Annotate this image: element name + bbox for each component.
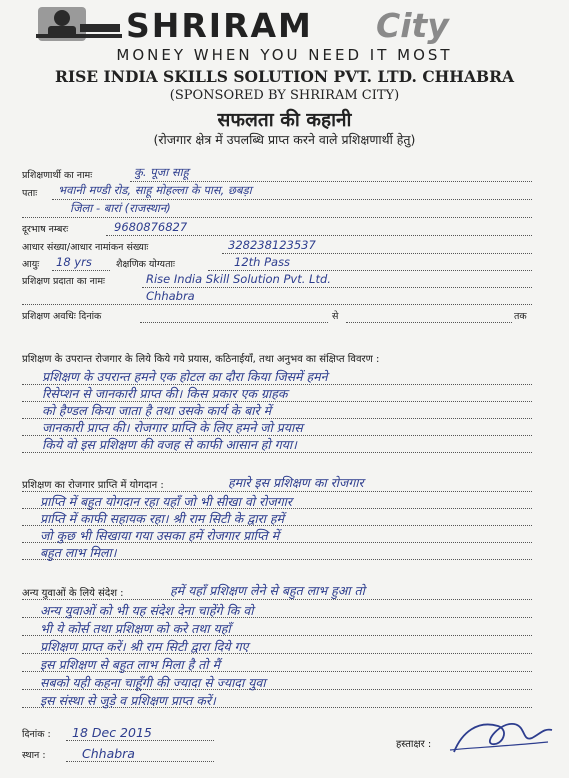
handwritten-line: रिसेप्शन से जानकारी प्राप्त की। किस प्रकार एक ग्राहक — [42, 386, 288, 401]
handwritten-line: प्राप्ति में काफी सहायक रहा। श्री राम सिटी के द्वारा हमें — [40, 511, 285, 526]
dotted-line — [140, 322, 328, 323]
handwritten-line: भी ये कोर्स तथा प्रशिक्षण को करे तथा यहाँ — [40, 621, 231, 636]
handwritten-line: इस प्रशिक्षण से बहुत लाभ मिला है तो मैं — [40, 657, 220, 672]
duration-from-word: से — [332, 311, 339, 322]
handwritten-line: अन्य युवाओं को भी यह संदेश देना चाहेंगे कि वो — [40, 603, 254, 618]
date-row — [22, 724, 222, 741]
signature-label: हस्ताक्षर : — [396, 739, 432, 750]
header-logo-row — [14, 4, 559, 44]
shriram-logo-icon — [36, 4, 122, 44]
dotted-line — [106, 235, 532, 236]
page-title: सफलता की कहानी — [217, 109, 352, 131]
brand-name: SHRIRAM — [126, 6, 313, 45]
age-education-row — [22, 254, 532, 271]
dotted-line — [130, 181, 532, 182]
education-label: शैक्षणिक योग्यताः — [116, 259, 175, 270]
provider-row — [22, 271, 532, 288]
ruled-line — [22, 491, 532, 492]
phone-row — [22, 219, 532, 236]
handwritten-line: जानकारी प्राप्त की। रोजगार प्राप्ति के लिए हमने जो प्रयास — [42, 420, 303, 435]
handwritten-line: प्रशिक्षण के उपरान्त हमने एक होटल का दौरा किया जिसमें हमने — [42, 369, 328, 384]
aadhaar-row — [22, 237, 532, 254]
dotted-line — [346, 322, 512, 323]
section-heading-contribution: प्रशिक्षण का रोजगार प्राप्ति में योगदान : — [22, 480, 164, 491]
sponsor-line: (SPONSORED BY SHRIRAM CITY) — [169, 88, 400, 103]
handwritten-line: प्रशिक्षण प्राप्त करें। श्री राम सिटी द्वारा दिये गए — [40, 639, 249, 654]
address-line-1: भवानी मण्डी रोड, साहू मोहल्ला के पास, छबड़ा — [58, 183, 252, 197]
dotted-line — [66, 761, 214, 762]
trainee-name-label: प्रशिक्षणार्थी का नामः — [22, 170, 93, 181]
phone-label: दूरभाष नम्बरः — [22, 224, 69, 235]
trainee-name-row — [22, 165, 532, 182]
handwritten-line: प्राप्ति में बहुत योगदान रहा यहाँ जो भी सीखा वो रोजगार — [40, 494, 293, 509]
duration-label: प्रशिक्षण अवधिः दिनांक — [22, 311, 102, 322]
organization-name: RISE INDIA SKILLS SOLUTION PVT. LTD. CHHABRA — [54, 67, 514, 86]
brand-tagline: MONEY WHEN YOU NEED IT MOST — [116, 46, 453, 64]
dotted-line — [52, 199, 532, 200]
aadhaar-value: 328238123537 — [228, 238, 316, 252]
aadhaar-label: आधार संख्या/आधार नामांकन संख्याः — [22, 242, 149, 253]
section-heading-message: अन्य युवाओं के लिये संदेश : — [22, 588, 124, 599]
handwritten-line: हमारे इस प्रशिक्षण का रोजगार — [228, 475, 364, 490]
date-label: दिनांक : — [22, 729, 51, 740]
address-line-2: जिला - बारां (राजस्थान) — [70, 201, 171, 215]
dotted-line — [22, 304, 532, 305]
signature-icon — [448, 712, 558, 760]
duration-row — [22, 306, 532, 323]
section-heading-efforts: प्रशिक्षण के उपरान्त रोजगार के लिये किये गये प्रयास, कठिनाईयाँ, तथा अनुभव का संक्षिप्त विवरण : — [22, 354, 380, 365]
phone-value: 9680876827 — [114, 220, 188, 234]
handwritten-line: किये वो इस प्रशिक्षण की वजह से काफी आसान हो गया। — [42, 437, 297, 452]
handwritten-line: को हैण्डल किया जाता है तथा उसके कार्य के बारे में — [42, 403, 272, 418]
address-row — [22, 183, 532, 200]
address-row-2 — [22, 201, 532, 218]
trainee-name-value: कु. पूजा साहू — [134, 165, 189, 179]
place-label: स्थान : — [22, 750, 46, 761]
handwritten-line: हमें यहाँ प्रशिक्षण लेने से बहुत लाभ हुआ तो — [170, 583, 365, 598]
provider-label: प्रशिक्षण प्रदाता का नामः — [22, 276, 105, 287]
page-subtitle: (रोजगार क्षेत्र में उपलब्धि प्राप्त करने वाले प्रशिक्षणार्थी हेतु) — [153, 132, 416, 147]
dotted-line — [66, 740, 214, 741]
duration-to-word: तक — [514, 311, 527, 322]
age-label: आयुः — [22, 259, 40, 270]
provider-line-1: Rise India Skill Solution Pvt. Ltd. — [146, 272, 331, 286]
address-label: पताः — [22, 188, 38, 199]
provider-row-2 — [22, 288, 532, 305]
age-value: 18 yrs — [56, 255, 92, 269]
ruled-line — [22, 599, 532, 600]
dotted-line — [22, 217, 532, 218]
date-value: 18 Dec 2015 — [72, 725, 152, 740]
handwritten-line: इस संस्था से जुड़े व प्रशिक्षण प्राप्त करें। — [40, 693, 216, 708]
handwritten-line: सबको यही कहना चाहूँगी की ज्यादा से ज्यादा युवा — [40, 675, 266, 690]
place-row — [22, 745, 222, 762]
education-value: 12th Pass — [234, 255, 291, 269]
provider-line-2: Chhabra — [146, 289, 195, 303]
brand-city: City — [376, 6, 449, 45]
place-value: Chhabra — [82, 746, 135, 761]
handwritten-line: बहुत लाभ मिला। — [40, 545, 117, 560]
handwritten-line: जो कुछ भी सिखाया गया उसका हमें रोजगार प्राप्ति में — [40, 528, 280, 543]
